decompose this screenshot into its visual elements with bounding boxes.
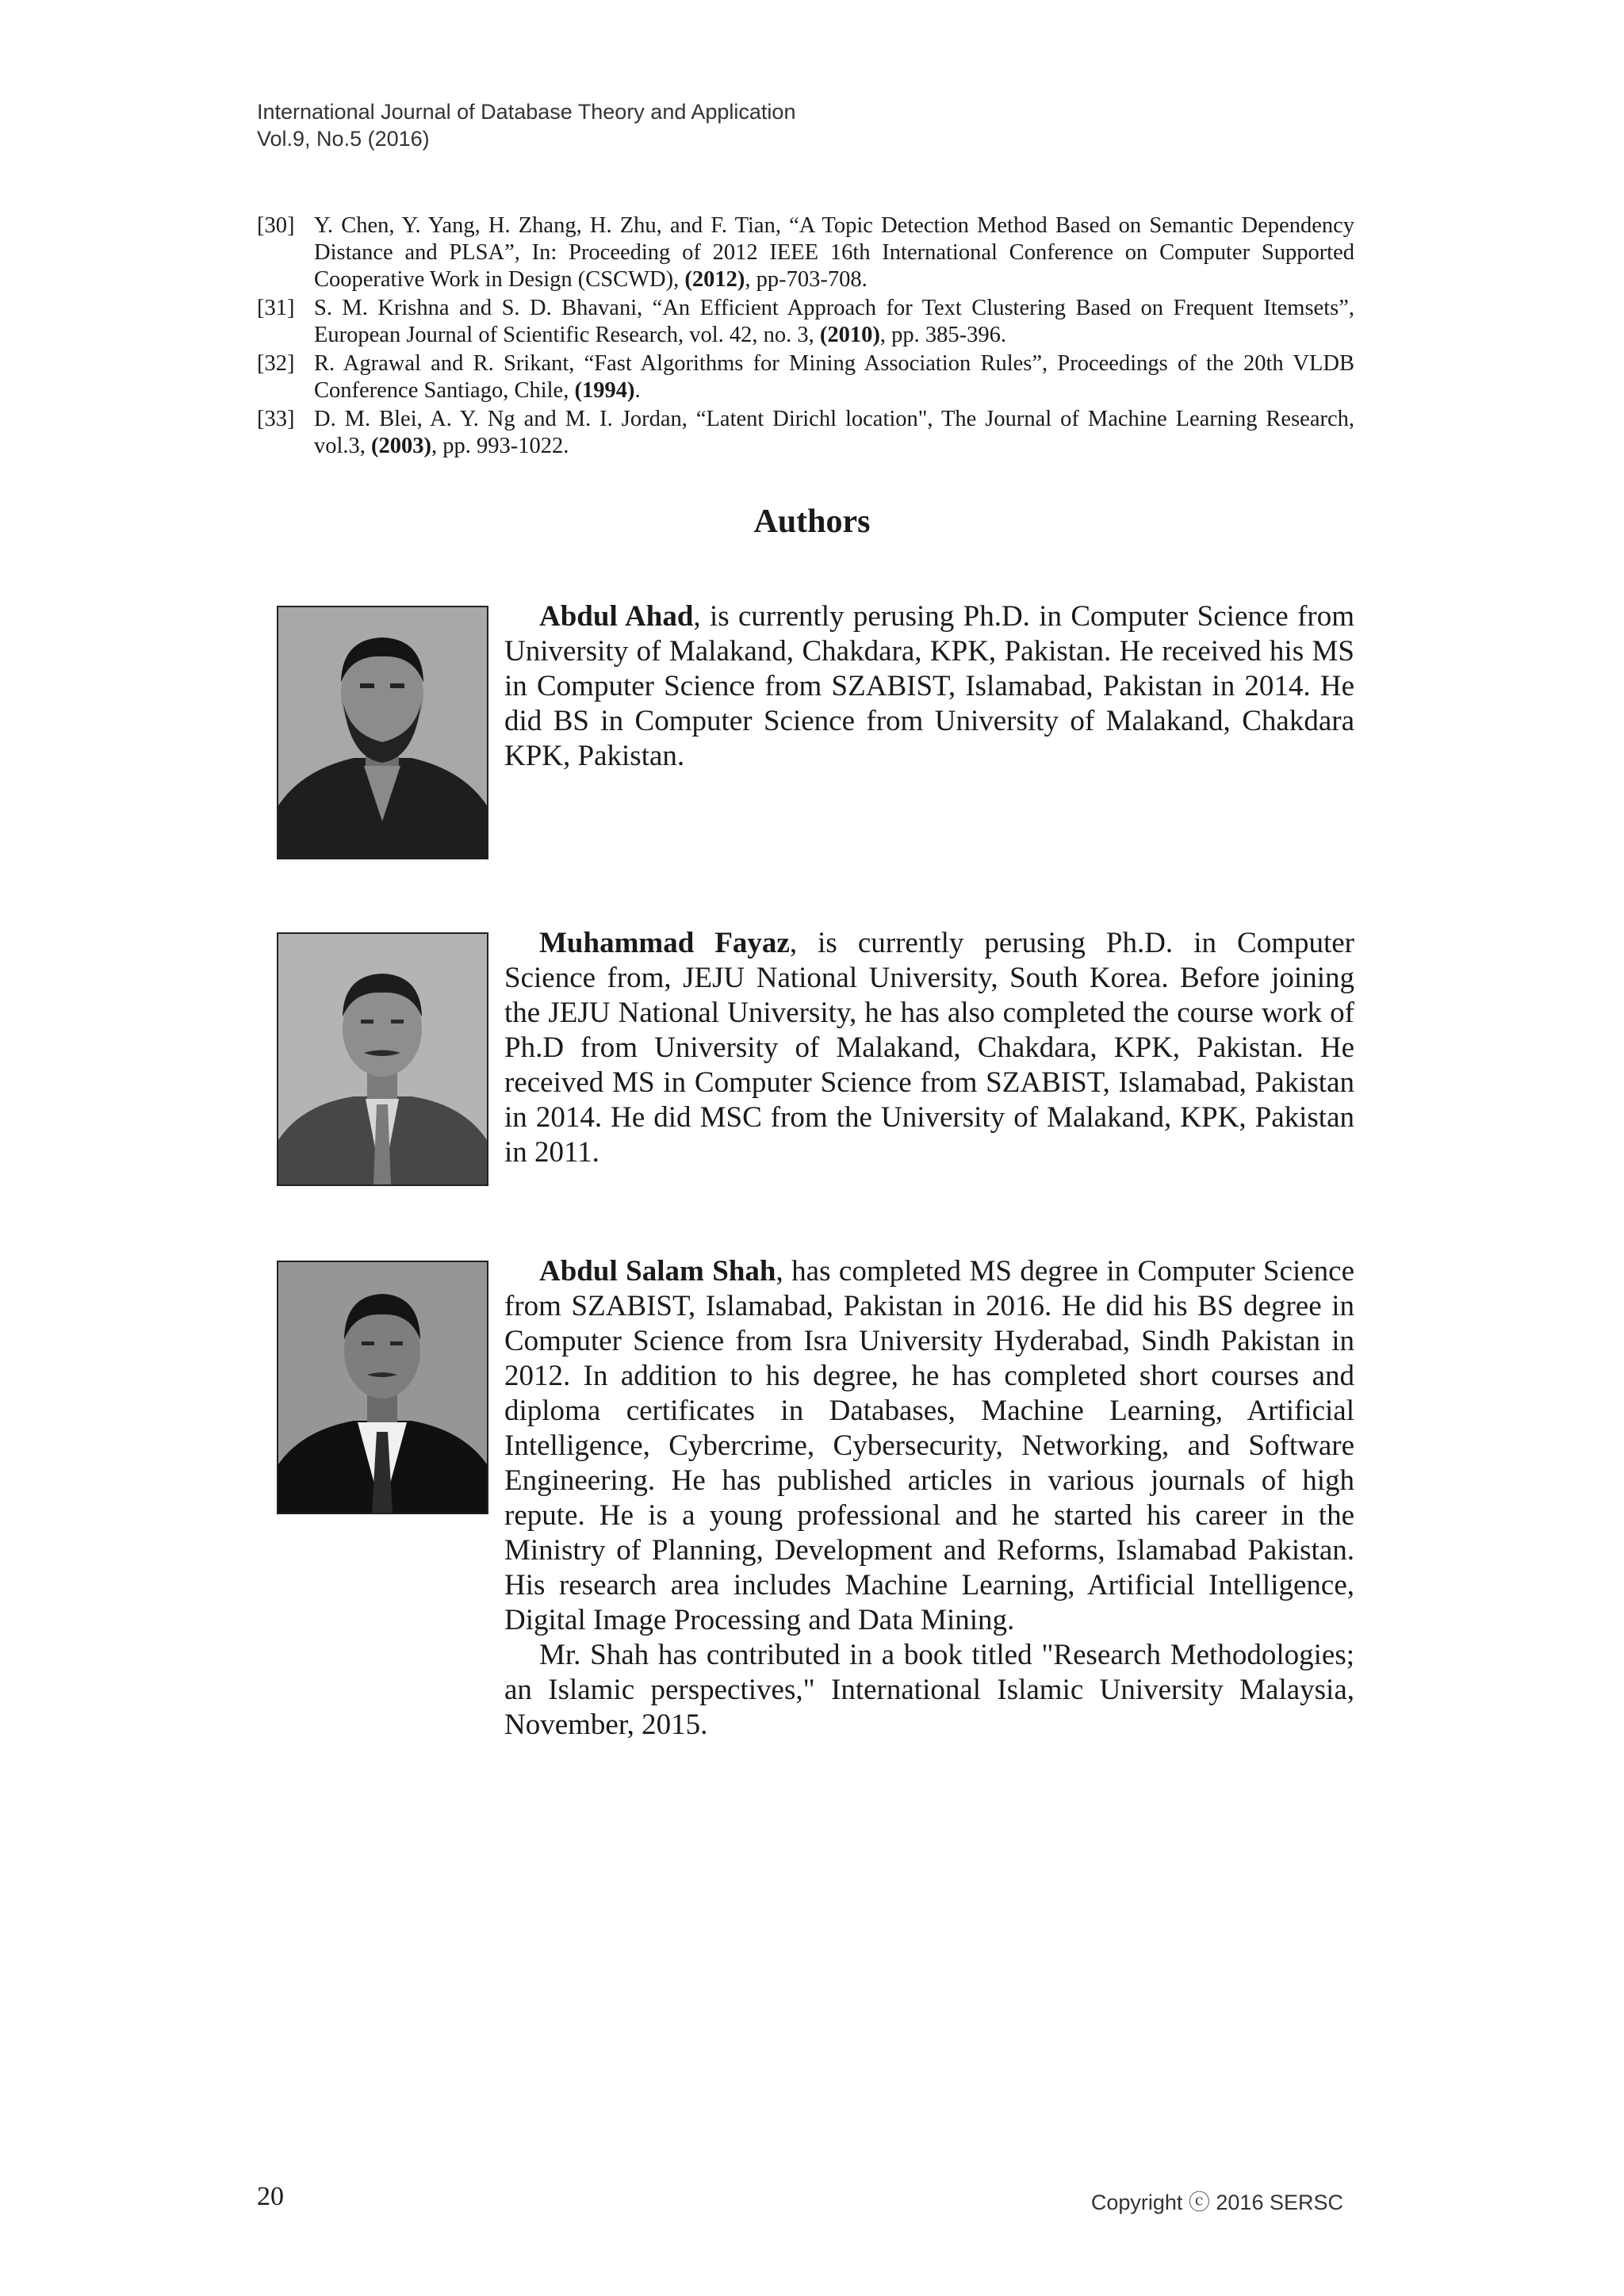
authors-heading: Authors [753,503,871,540]
reference-year: (1994) [574,378,635,403]
running-head [257,98,795,152]
reference-number: [33] [257,407,295,431]
author-bio [504,1254,1354,1743]
author-photo-abdul-ahad [277,606,488,859]
reference-pages: , pp. 385-396. [879,323,1007,347]
page-number: 20 [257,2182,284,2211]
author-bio [504,599,1354,774]
author-photo-abdul-salam-shah [277,1261,488,1514]
author-name: Muhammad Fayaz [539,927,790,959]
reference-year: (2010) [819,323,880,347]
author-bio-text: , has completed MS degree in Computer Science from SZABIST, Islamabad, Pakistan in 2016. He did his BS degree in Computer Science from Isra University Hyderabad, Sindh Pakistan in 2012. In addition to his degree, he has completed short courses and diploma certificates in Databases, Machine Learning, Artificial Intelligence, Cybercrime, Cybersecurity, Networking, and Software Engineering. He has published articles in various journals of high repute. He is a young professional and he started his career in the Ministry of Planning, Development and Reforms, Islamabad Pakistan. His research area includes Machine Learning, Artificial Intelligence, Digital Image Processing and Data Mining. [504,1255,1354,1636]
journal-volume: Vol.9, No.5 (2016) [257,127,430,151]
reference-text: R. Agrawal and R. Srikant, “Fast Algorithms for Mining Association Rules”, Proceedings of the 20th VLDB Conference Santiago, Chile, [314,351,1354,403]
author-bio-text: , is currently perusing Ph.D. in Computer Science from University of Malakand, Chakdara, KPK, Pakistan. He received his MS in Computer Science from SZABIST, Islamabad, Pakistan in 2014. He did BS in Computer Science from University of Malakand, Chakdara KPK, Pakistan. [504,600,1354,772]
reference-year: (2012) [684,267,745,292]
reference-number: [32] [257,351,295,376]
author-bio-text: , is currently perusing Ph.D. in Computer Science from, JEJU National University, South Korea. Before joining the JEJU National University, he has also completed the course work of Ph.D from University of Malakand, Chakdara, KPK, Pakistan. He received MS in Computer Science from SZABIST, Islamabad, Pakistan in 2014. He did MSC from the University of Malakand, KPK, Pakistan in 2011. [504,927,1354,1169]
author-bio [504,926,1354,1170]
reference-number: [30] [257,213,295,238]
reference-item [257,350,1354,404]
reference-text: Y. Chen, Y. Yang, H. Zhang, H. Zhu, and F. Tian, “A Topic Detection Method Based on Semantic Dependency Distance and PLSA”, In: Proceeding of 2012 IEEE 16th International Conference on Computer Supported Cooperative Work in Design (CSCWD), [314,213,1354,292]
reference-pages: . [634,378,641,403]
author-name: Abdul Ahad [539,600,694,633]
journal-title: International Journal of Database Theory and Application [257,100,796,124]
reference-text: D. M. Blei, A. Y. Ng and M. I. Jordan, “Latent Dirichl location", The Journal of Machine Learning Research, vol.3, [314,407,1354,458]
reference-year: (2003) [371,434,432,458]
author-photo-muhammad-fayaz [277,932,488,1186]
reference-item [257,295,1354,349]
reference-pages: , pp-703-708. [745,267,868,292]
reference-item [257,212,1354,293]
reference-item [257,406,1354,460]
author-name: Abdul Salam Shah [539,1255,776,1288]
reference-text: S. M. Krishna and S. D. Bhavani, “An Efficient Approach for Text Clustering Based on Frequent Itemsets”, European Journal of Scientific Research, vol. 42, no. 3, [314,296,1354,347]
reference-list [257,212,1354,461]
reference-number: [31] [257,296,295,320]
author-bio-extra: Mr. Shah has contributed in a book titled "Research Methodologies; an Islamic perspectives," International Islamic University Malaysia, November, 2015. [504,1639,1354,1741]
copyright-notice: Copyright ⓒ 2016 SERSC [1090,2191,1343,2214]
reference-pages: , pp. 993-1022. [431,434,569,458]
